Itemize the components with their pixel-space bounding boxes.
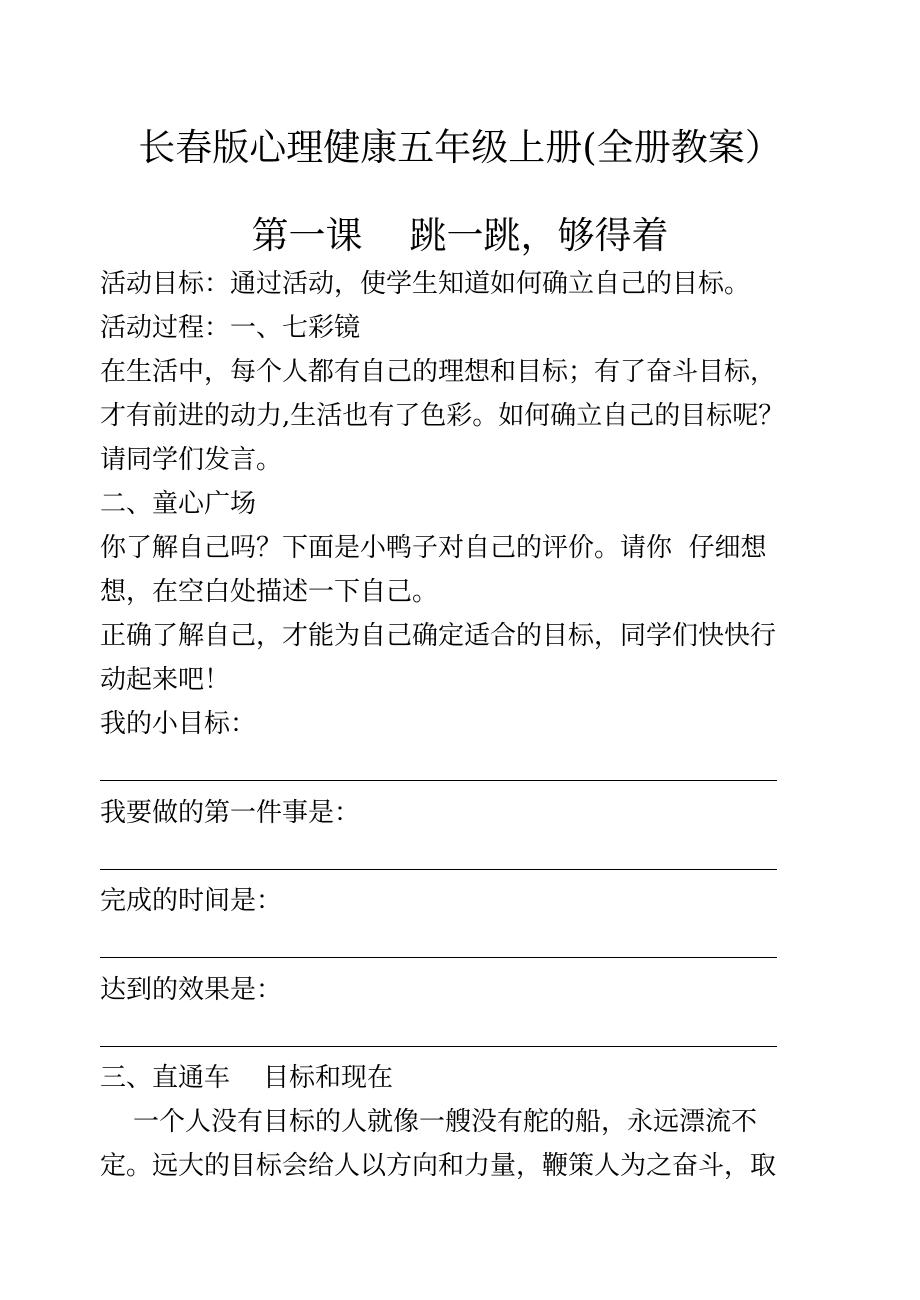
activity-process-heading: 活动过程：一、七彩镜 [100, 313, 361, 343]
first-task-answer-blank [100, 869, 777, 870]
lesson-title: 第一课 跳一跳，够得着 [251, 214, 669, 257]
paragraph-line: 请同学们发言。 [100, 445, 283, 475]
expected-result-prompt-label: 达到的效果是： [100, 975, 283, 1005]
paragraph-line: 才有前进的动力,生活也有了色彩。如何确立自己的目标呢？ [100, 401, 785, 431]
paragraph-line: 在生活中，每个人都有自己的理想和目标；有了奋斗目标， [100, 357, 777, 387]
goal-prompt-label: 我的小目标： [100, 709, 257, 739]
goal-answer-blank [100, 780, 777, 781]
paragraph-line: 定。远大的目标会给人以方向和力量，鞭策人为之奋斗，取 [100, 1151, 777, 1181]
first-task-prompt-label: 我要做的第一件事是： [100, 798, 361, 828]
paragraph-line: 想，在空白处描述一下自己。 [100, 577, 439, 607]
paragraph-line: 动起来吧！ [100, 665, 231, 695]
paragraph-line: 你了解自己吗？下面是小鸭子对自己的评价。请你 仔细想 [100, 533, 767, 563]
expected-result-answer-blank [100, 1046, 777, 1047]
document-title: 长春版心理健康五年级上册(全册教案） [138, 126, 782, 169]
paragraph-line: 正确了解自己，才能为自己确定适合的目标，同学们快快行 [100, 621, 777, 651]
section-heading-3: 三、直通车 目标和现在 [100, 1063, 394, 1093]
paragraph-line: 一个人没有目标的人就像一艘没有舵的船，永远漂流不 [100, 1107, 758, 1137]
activity-goal-line: 活动目标：通过活动，使学生知道如何确立自己的目标。 [100, 269, 751, 299]
completion-time-answer-blank [100, 957, 777, 958]
completion-time-prompt-label: 完成的时间是： [100, 886, 283, 916]
section-heading-2: 二、童心广场 [100, 489, 257, 519]
